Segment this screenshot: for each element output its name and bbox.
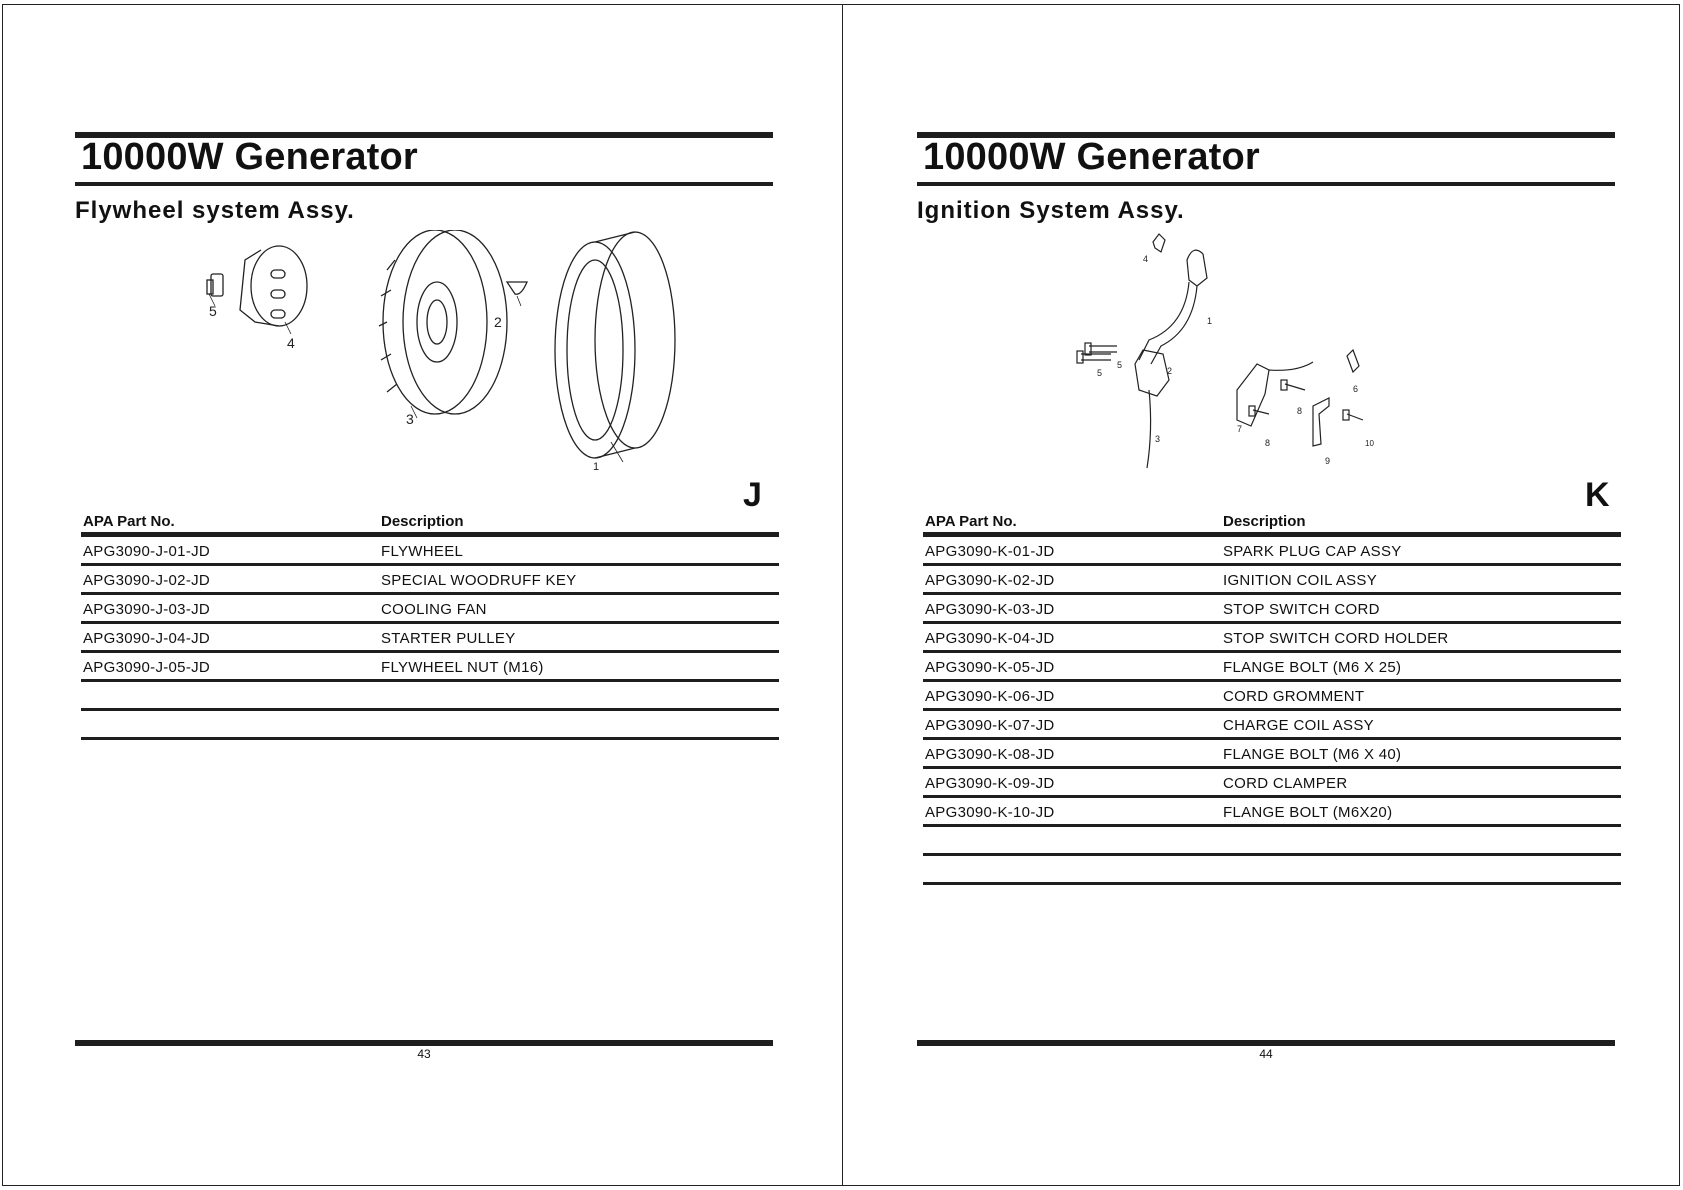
- section-letter: K: [1585, 476, 1610, 514]
- section-subtitle: Ignition System Assy.: [917, 197, 1185, 224]
- cord-clamper-drawing: [1313, 398, 1329, 446]
- table-row: [923, 740, 1621, 769]
- callout-1: 1: [593, 461, 600, 473]
- callout-2: 2: [1167, 366, 1173, 376]
- charge-coil-drawing: [1237, 364, 1269, 426]
- cord-grommet-drawing: [1347, 350, 1359, 372]
- table-row: [81, 566, 779, 595]
- header-description: Description: [1223, 513, 1306, 530]
- part-description: FLYWHEEL NUT (M16): [381, 659, 544, 676]
- header-part-no: APA Part No.: [925, 513, 1017, 530]
- starter-pulley-drawing: [240, 246, 307, 326]
- page-number: 44: [1259, 1047, 1273, 1061]
- page-title: 10000W Generator: [81, 136, 418, 178]
- part-description: FLANGE BOLT (M6 X 40): [1223, 746, 1402, 763]
- part-number: APG3090-J-04-JD: [83, 630, 211, 647]
- table-row-empty: [81, 682, 779, 711]
- callout-4: 4: [1143, 254, 1149, 264]
- table-row-empty: [923, 827, 1621, 856]
- title-bottom-rule: [75, 182, 773, 186]
- flywheel-nut-drawing: [207, 274, 223, 296]
- flange-bolt-head: [1281, 380, 1287, 390]
- ignition-coil-drawing: [1135, 350, 1169, 468]
- flywheel-drawing: [555, 232, 675, 458]
- table-row: [923, 624, 1621, 653]
- callout-5: 5: [1117, 360, 1123, 370]
- part-description: STARTER PULLEY: [381, 630, 516, 647]
- callout-5: 5: [209, 303, 217, 319]
- part-description: COOLING FAN: [381, 601, 487, 618]
- part-number: APG3090-K-06-JD: [925, 688, 1055, 705]
- part-number: APG3090-K-03-JD: [925, 601, 1055, 618]
- flywheel-exploded-diagram: [75, 230, 773, 510]
- part-description: CHARGE COIL ASSY: [1223, 717, 1374, 734]
- part-description: SPARK PLUG CAP ASSY: [1223, 543, 1402, 560]
- callout-9: 9: [1325, 456, 1331, 466]
- flange-bolt-head: [1249, 406, 1255, 416]
- callout-10: 10: [1365, 439, 1374, 448]
- right-page: [917, 0, 1617, 1190]
- cord-holder-drawing: [1153, 234, 1165, 252]
- part-number: APG3090-K-01-JD: [925, 543, 1055, 560]
- table-row: [81, 653, 779, 682]
- table-row: [923, 711, 1621, 740]
- charge-coil-wire: [1269, 362, 1313, 370]
- section-letter: J: [743, 476, 762, 514]
- part-description: FLANGE BOLT (M6 X 25): [1223, 659, 1402, 676]
- parts-table: [923, 508, 1621, 885]
- table-row: [81, 537, 779, 566]
- left-page: [75, 0, 775, 1190]
- part-number: APG3090-J-01-JD: [83, 543, 211, 560]
- table-row: [923, 537, 1621, 566]
- table-row-empty: [923, 856, 1621, 885]
- table-row-empty: [81, 711, 779, 740]
- table-row: [81, 595, 779, 624]
- header-description: Description: [381, 513, 464, 530]
- callout-3: 3: [1155, 434, 1161, 444]
- part-number: APG3090-K-09-JD: [925, 775, 1055, 792]
- part-number: APG3090-K-07-JD: [925, 717, 1055, 734]
- callout-8: 8: [1297, 406, 1303, 416]
- table-row: [923, 798, 1621, 827]
- ignition-exploded-diagram: [917, 230, 1615, 510]
- table-row: [81, 624, 779, 653]
- footer-rule: [917, 1040, 1615, 1046]
- part-number: APG3090-K-10-JD: [925, 804, 1055, 821]
- part-number: APG3090-J-02-JD: [83, 572, 211, 589]
- callout-7: 7: [1237, 424, 1243, 434]
- section-subtitle: Flywheel system Assy.: [75, 197, 355, 224]
- callout-8: 8: [1265, 438, 1271, 448]
- part-description: CORD GROMMENT: [1223, 688, 1365, 705]
- part-number: APG3090-J-03-JD: [83, 601, 211, 618]
- page-number: 43: [417, 1047, 431, 1061]
- spark-plug-cap-drawing: [1139, 250, 1207, 364]
- woodruff-key-drawing: [507, 282, 527, 294]
- part-number: APG3090-K-02-JD: [925, 572, 1055, 589]
- callout-1: 1: [1207, 316, 1213, 326]
- part-description: FLYWHEEL: [381, 543, 464, 560]
- part-number: APG3090-K-05-JD: [925, 659, 1055, 676]
- page-title: 10000W Generator: [923, 136, 1260, 178]
- part-description: FLANGE BOLT (M6X20): [1223, 804, 1393, 821]
- part-description: IGNITION COIL ASSY: [1223, 572, 1378, 589]
- table-row: [923, 769, 1621, 798]
- part-description: STOP SWITCH CORD: [1223, 601, 1380, 618]
- table-row: [923, 595, 1621, 624]
- page-divider: [842, 4, 843, 1186]
- table-row: [923, 566, 1621, 595]
- part-description: CORD CLAMPER: [1223, 775, 1348, 792]
- part-number: APG3090-J-05-JD: [83, 659, 211, 676]
- footer-rule: [75, 1040, 773, 1046]
- table-header: [923, 508, 1621, 532]
- table-row: [923, 682, 1621, 711]
- part-number: APG3090-K-04-JD: [925, 630, 1055, 647]
- callout-3: 3: [406, 411, 414, 427]
- part-description: STOP SWITCH CORD HOLDER: [1223, 630, 1449, 647]
- table-row: [923, 653, 1621, 682]
- callout-4: 4: [287, 335, 295, 351]
- callout-2: 2: [494, 314, 502, 330]
- part-number: APG3090-K-08-JD: [925, 746, 1055, 763]
- callout-6: 6: [1353, 384, 1359, 394]
- cooling-fan-drawing: [379, 230, 507, 414]
- header-part-no: APA Part No.: [83, 513, 175, 530]
- callout-5: 5: [1097, 368, 1103, 378]
- table-header: [81, 508, 779, 532]
- title-bottom-rule: [917, 182, 1615, 186]
- flange-bolt-drawing: [1077, 343, 1117, 363]
- part-description: SPECIAL WOODRUFF KEY: [381, 572, 577, 589]
- parts-table: [81, 508, 779, 740]
